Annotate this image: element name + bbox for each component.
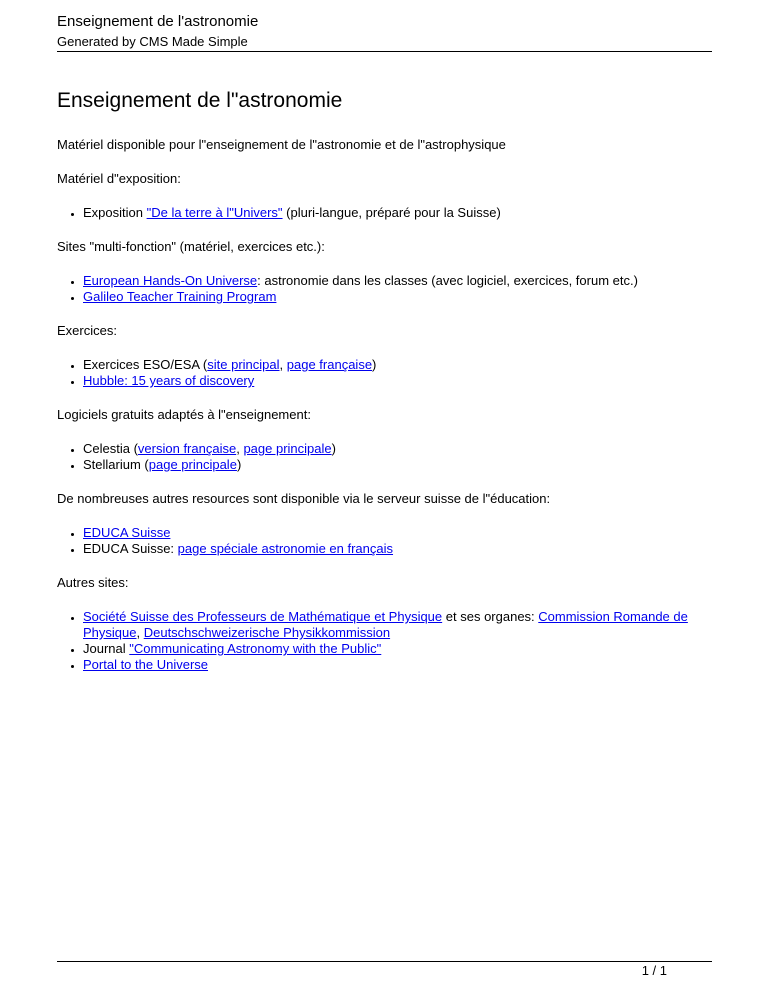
list-item bbox=[83, 657, 707, 673]
item-text: Celestia ( bbox=[83, 441, 138, 456]
list-expo bbox=[57, 205, 707, 221]
link-deutschschweizerische-physikkommission[interactable]: Deutschschweizerische Physikkommission bbox=[143, 625, 391, 640]
section-label-educa: De nombreuses autres resources sont disponible via le serveur suisse de l"éducation: bbox=[57, 491, 551, 506]
list-educa bbox=[57, 525, 707, 557]
list-item bbox=[83, 441, 707, 457]
list-item bbox=[83, 525, 707, 541]
item-text: ) bbox=[372, 357, 377, 372]
item-text: Exposition bbox=[83, 205, 147, 220]
section-label-exercices: Exercices: bbox=[57, 323, 117, 338]
link-celestia-page-principale[interactable]: page principale bbox=[243, 441, 332, 456]
item-text: et ses organes: bbox=[442, 609, 539, 624]
list-item bbox=[83, 457, 707, 473]
list-item bbox=[83, 357, 707, 373]
link-educa-suisse[interactable]: EDUCA Suisse bbox=[83, 525, 171, 540]
item-text: Exercices ESO/ESA ( bbox=[83, 357, 208, 372]
item-text: , bbox=[279, 357, 287, 372]
item-text: EDUCA Suisse: bbox=[83, 541, 178, 556]
link-european-hands-on-universe[interactable]: European Hands-On Universe bbox=[83, 273, 258, 288]
list-multi bbox=[57, 273, 707, 305]
list-item bbox=[83, 289, 707, 305]
list-exercices bbox=[57, 357, 707, 389]
item-text: : astronomie dans les classes (avec logiciel, exercices, forum etc.) bbox=[257, 273, 638, 288]
list-item bbox=[83, 273, 707, 289]
page-title: Enseignement de l"astronomie bbox=[57, 89, 343, 112]
link-ssp-mathematique-physique[interactable]: Société Suisse des Professeurs de Mathématique et Physique bbox=[83, 609, 443, 624]
page-number: 1 / 1 bbox=[641, 963, 667, 978]
link-portal-to-the-universe[interactable]: Portal to the Universe bbox=[83, 657, 209, 672]
list-item bbox=[83, 541, 707, 557]
header-divider bbox=[57, 51, 712, 52]
list-logiciels bbox=[57, 441, 707, 473]
section-label-multi: Sites "multi-fonction" (matériel, exercices etc.): bbox=[57, 239, 325, 254]
item-text: (pluri-langue, préparé pour la Suisse) bbox=[282, 205, 501, 220]
header-subtitle: Generated by CMS Made Simple bbox=[57, 34, 248, 49]
section-label-expo: Matériel d"exposition: bbox=[57, 171, 181, 186]
item-text: ) bbox=[236, 457, 242, 472]
list-autres bbox=[57, 609, 707, 673]
link-expo-terre-univers[interactable]: "De la terre à l"Univers" bbox=[146, 205, 283, 220]
footer-divider bbox=[57, 961, 712, 962]
item-text: Stellarium ( bbox=[83, 457, 149, 472]
item-text: , bbox=[136, 625, 144, 640]
link-educa-astronomie-francais[interactable]: page spéciale astronomie en français bbox=[177, 541, 394, 556]
link-commission-romande[interactable]: Commission Romande de Physique bbox=[83, 609, 688, 640]
item-text: ) bbox=[331, 441, 336, 456]
intro-text: Matériel disponible pour l"enseignement de l"astronomie et de l"astrophysique bbox=[57, 137, 506, 152]
list-item bbox=[83, 609, 707, 641]
item-text: , bbox=[236, 441, 244, 456]
header-title: Enseignement de l'astronomie bbox=[57, 13, 259, 30]
link-eso-site-principal[interactable]: site principal bbox=[207, 357, 280, 372]
list-item bbox=[83, 641, 707, 657]
link-eso-page-francaise[interactable]: page française bbox=[286, 357, 373, 372]
list-item bbox=[83, 205, 707, 221]
link-celestia-version-francaise[interactable]: version française bbox=[137, 441, 237, 456]
item-text: Journal bbox=[83, 641, 130, 656]
list-item bbox=[83, 373, 707, 389]
link-communicating-astronomy[interactable]: "Communicating Astronomy with the Public" bbox=[129, 641, 382, 656]
section-label-logiciels: Logiciels gratuits adaptés à l"enseignement: bbox=[57, 407, 311, 422]
link-stellarium-page-principale[interactable]: page principale bbox=[148, 457, 237, 472]
link-galileo-teacher-training[interactable]: Galileo Teacher Training Program bbox=[83, 289, 277, 304]
link-hubble-15-years[interactable]: Hubble: 15 years of discovery bbox=[83, 373, 255, 388]
page-header bbox=[57, 12, 712, 50]
main-content bbox=[57, 88, 707, 691]
section-label-autres: Autres sites: bbox=[57, 575, 129, 590]
